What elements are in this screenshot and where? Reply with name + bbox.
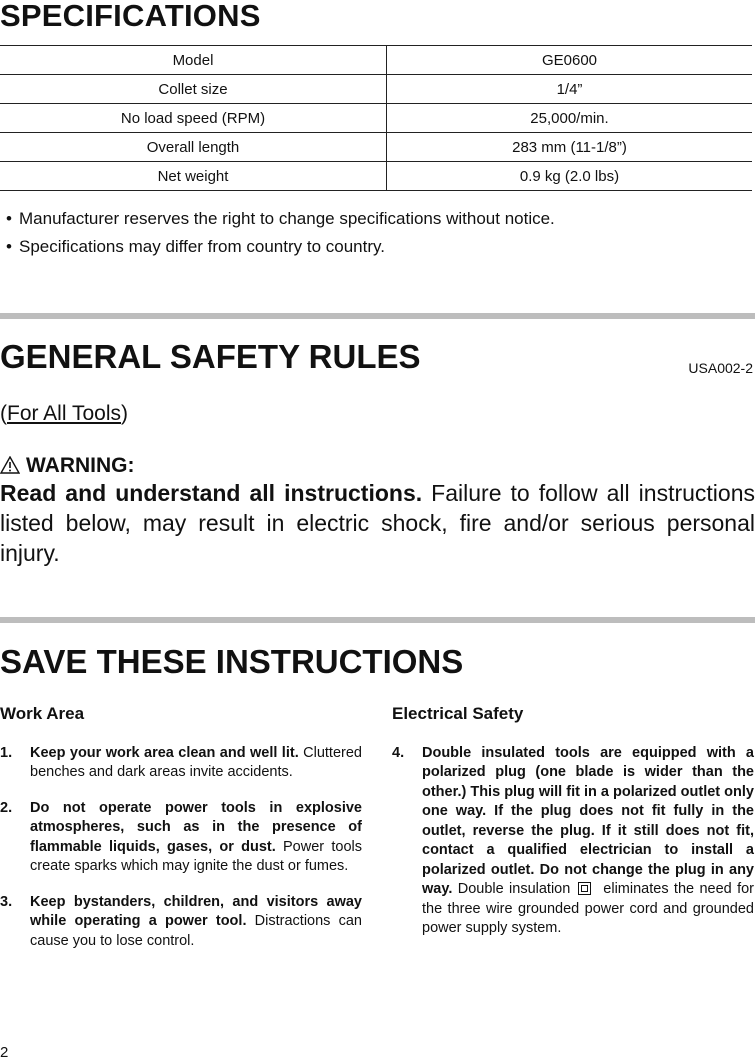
warning-heading (0, 454, 135, 478)
spec-value: 1/4” (387, 75, 753, 104)
list-item (6, 237, 555, 257)
table-row (0, 133, 752, 162)
section-divider (0, 313, 755, 319)
electrical-safety-heading: Electrical Safety (392, 704, 524, 723)
spec-value: GE0600 (387, 46, 753, 75)
spec-value: 25,000/min. (387, 104, 753, 133)
spec-label: Overall length (0, 133, 387, 162)
warning-triangle-icon (0, 456, 20, 474)
table-row (0, 162, 752, 191)
spec-label: Collet size (0, 75, 387, 104)
list-item: 1. Keep your work area clean and well lit. Cluttered benches and dark areas invite accidents. (0, 744, 362, 780)
warning-label: WARNING: (26, 454, 135, 477)
work-area-column (0, 704, 362, 967)
warning-lead: Read and understand all instructions. (0, 480, 423, 506)
save-instructions-title: SAVE THESE INSTRUCTIONS (0, 643, 464, 680)
page-title: SPECIFICATIONS (0, 0, 261, 33)
list-item: 3. Keep bystanders, children, and visitors away while operating a power tool. Distractions can cause you to lose control. (0, 893, 363, 949)
note-text: Specifications may differ from country to country. (19, 237, 385, 256)
item-number: 1. (0, 744, 13, 761)
document-code: USA002-2 (688, 360, 753, 376)
double-insulation-icon (578, 882, 591, 895)
table-row (0, 104, 752, 133)
list-item: 2. Do not operate power tools in explosive atmospheres, such as in the presence of flammable liquids, gases, or dust. Power tools create sparks which may ignite the dust or fumes. (0, 799, 362, 874)
spec-label: No load speed (RPM) (0, 104, 387, 133)
work-area-heading: Work Area (0, 704, 85, 723)
spec-notes-list (6, 209, 555, 265)
bullet-icon: • (6, 209, 12, 228)
warning-body: Failure to follow all instructions listed below, may result in electric shock, fire and/or serious personal injury. (0, 480, 755, 566)
bullet-icon: • (6, 237, 12, 256)
list-item (6, 209, 555, 229)
list-item: 4. Double insulated tools are equipped with a polarized plug (one blade is wider than the other.) This plug will fit in a polarized outlet only one way. If the plug does not fit fully in the outlet, reverse the plug. If it still does not fit, contact a qualified electrician to install a polarized outlet. Do not change the plug in any way. Double insulation eliminates the need for the three wire grounded power cord and grounded power supply system. (392, 744, 754, 936)
item-number: 4. (392, 744, 405, 761)
spec-value: 0.9 kg (2.0 lbs) (387, 162, 753, 191)
warning-text (0, 478, 755, 568)
item-number: 3. (0, 893, 13, 910)
spec-label: Model (0, 46, 387, 75)
section-subtitle: (For All Tools) (0, 402, 128, 425)
table-row (0, 46, 752, 75)
note-text: Manufacturer reserves the right to change specifications without notice. (19, 209, 555, 228)
electrical-safety-column (392, 704, 754, 955)
general-safety-title: GENERAL SAFETY RULES (0, 338, 421, 375)
item-number: 2. (0, 799, 13, 816)
page-number: 2 (0, 1044, 9, 1061)
spec-value: 283 mm (11-1/8”) (387, 133, 753, 162)
table-row (0, 75, 752, 104)
specifications-table (0, 45, 752, 191)
spec-label: Net weight (0, 162, 387, 191)
subtitle-underlined: For All Tools (7, 402, 121, 425)
section-divider (0, 617, 755, 623)
